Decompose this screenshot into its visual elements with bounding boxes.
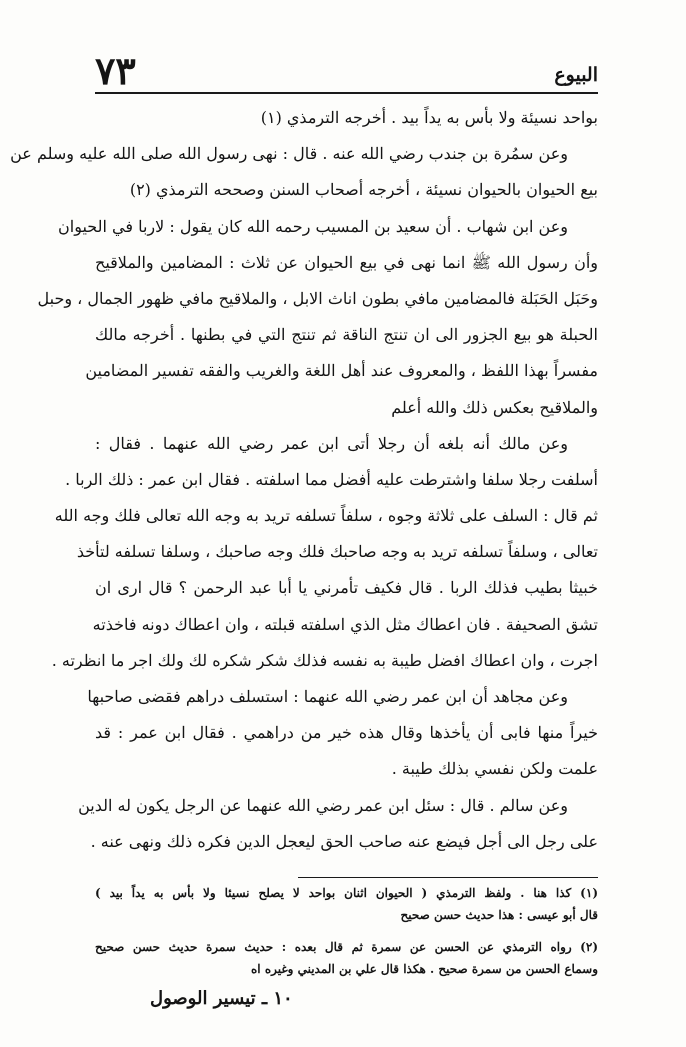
text-line: خبيثا بطيب فذلك الربا . قال فكيف تأمرني يا أبا عبد الرحمن ؟ قال ارى ان — [95, 578, 598, 598]
text-line: الحبلة هو بيع الجزور الى ان تنتج الناقة ثم تنتج التي في بطنها . أخرجه مالك — [95, 325, 598, 345]
footnotes — [95, 882, 598, 980]
text-line: على رجل الى أجل فيضع عنه صاحب الحق ليعجل الدين فكره ذلك ونهى عنه . — [90, 831, 598, 851]
text-line: وعن سالم . قال : سئل ابن عمر رضي الله عنهما عن الرجل يكون له الدين — [78, 795, 568, 815]
chapter-title: البيوع — [554, 64, 598, 86]
footnote-line: وسماع الحسن من سمرة صحيح . هكذا قال علي بن المديني وغيره اه — [251, 962, 598, 976]
text-line: وأن رسول الله ﷺ انما نهى في بيع الحيوان عن ثلاث : المضامين والملاقيح — [95, 252, 598, 272]
footnote-line: (٢) رواه الترمذي عن الحسن عن سمرة ثم قال بعده : حديث سمرة حديث حسن صحيح — [95, 940, 598, 954]
text-line: والملاقيح بعكس ذلك والله أعلم — [391, 397, 598, 417]
text-line: أسلفت رجلا سلفا واشترطت عليه أفضل مما اسلفته . فقال ابن عمر : ذلك الربا . — [65, 469, 598, 489]
text-line: علمت ولكن نفسي بذلك طيبة . — [391, 759, 598, 779]
footnote-rule — [298, 877, 598, 878]
text-line: وعن ابن شهاب . أن سعيد بن المسيب رحمه الله كان يقول : لاربا في الحيوان — [58, 216, 568, 236]
text-line: خيراً منها فابى أن يأخذها وقال هذه خير من دراهمي . فقال ابن عمر : قد — [95, 723, 599, 743]
signature-mark: ١٠ ـ تيسير الوصول — [150, 988, 293, 1009]
text-line: تشق الصحيفة . فان اعطاك مثل الذي اسلفته قبلته ، وان اعطاك دونه فاخذته — [92, 614, 598, 634]
text-line: تعالى ، وسلفاً تسلفه تريد به وجه صاحبك فلك وجه صاحبك ، وسلفا تسلفه لتأخذ — [76, 542, 598, 562]
text-line: ثم قال : السلف على ثلاثة وجوه ، سلفاً تسلفه تريد به وجه الله تعالى فلك وجه الله — [54, 506, 598, 526]
text-line: بيع الحيوان بالحيوان نسيئة ، أخرجه أصحاب السنن وصححه الترمذي (٢) — [129, 180, 598, 200]
page-header — [95, 40, 598, 93]
text-line: وحَبَل الحَبَلة فالمضامين مافي بطون اناث الابل ، والملاقيح مافي ظهور الجمال ، وحبل — [37, 288, 598, 308]
main-text — [10, 100, 599, 860]
text-line: مفسراً بهذا اللفظ ، والمعروف عند أهل اللغة والغريب والفقه تفسير المضامين — [85, 361, 598, 381]
text-line: بواحد نسيئة ولا بأس به يداً بيد . أخرجه الترمذي (١) — [260, 108, 598, 127]
text-line: وعن سمُرة بن جندب رضي الله عنه . قال : نهى رسول الله صلى الله عليه وسلم عن — [10, 144, 568, 164]
text-line: وعن مجاهد أن ابن عمر رضي الله عنهما : استسلف دراهم فقضى صاحبها — [87, 687, 568, 706]
header-rule — [95, 92, 598, 94]
text-line: وعن مالك أنه بلغه أن رجلا أتى ابن عمر رضي الله عنهما . فقال : — [95, 433, 568, 453]
footnote-line: قال أبو عيسى : هذا حديث حسن صحيح — [400, 908, 598, 922]
page-number: ٧٣ — [95, 48, 136, 93]
footnote-line: (١) كذا هنا . ولفظ الترمذي ( الحيوان اثنان بواحد لا يصلح نسيئا ولا بأس به يداً بيد ) — [95, 886, 598, 900]
text-line: اجرت ، وان اعطاك افضل طيبة به نفسه فذلك شكر شكره لك ولك اجر ما انظرته . — [51, 650, 598, 670]
